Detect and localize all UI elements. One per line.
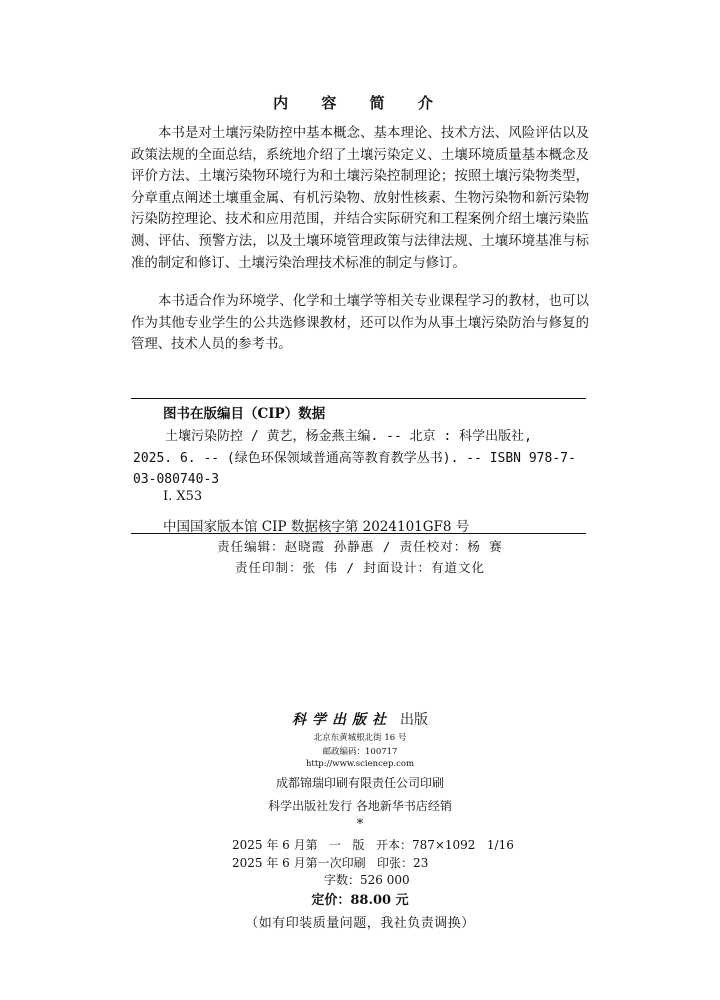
cip-line-3: 03-080740-3 bbox=[133, 472, 220, 487]
price-line: 定价：88.00 元 bbox=[311, 893, 409, 908]
summary-paragraph-1: 本书是对土壤污染防控中基本概念、基本理论、技术方法、风险评估以及政策法规的全面总结，系统地介绍了土壤污染定义、土壤环境质量基本概念及评价方法、土壤污染物环境行为和土壤污染控制理论；按照土壤污染物类型，分章重点阐述土壤重金属、有机污染物、放射性核素、生物污染物和新污染物污染防控理论、技术和应用范围，并结合实际研究和工程案例介绍土壤污染监测、评估、预警方法，以及土壤环境管理政策与法律法规、土壤环境基准与标准的制定和修订、土壤污染治理技术标准的制定与修订。 bbox=[131, 126, 589, 271]
cip-title: 图书在版编目（CIP）数据 bbox=[163, 406, 326, 422]
cip-record bbox=[133, 426, 585, 491]
cip-top-rule bbox=[131, 398, 586, 399]
publisher-address: 北京东黄城根北街 16 号 bbox=[313, 733, 407, 743]
separator-star: * bbox=[356, 817, 364, 832]
quality-notice: （如有印装质量问题，我社负责调换） bbox=[245, 916, 475, 931]
summary-paragraph-2: 本书适合作为环境学、化学和土壤学等相关专业课程学习的教材，也可以作为其他专业学生的公共选修课教材，还可以作为从事土壤污染防治与修复的管理、技术人员的参考书。 bbox=[131, 294, 589, 353]
cip-check-number: 中国国家版本馆 CIP 数据核字第 2024101GF8 号 bbox=[163, 519, 470, 535]
production-credits: 责任印制：张 伟 / 封面设计：有道文化 bbox=[234, 560, 486, 575]
cip-classification: Ⅰ. X53 bbox=[163, 489, 203, 504]
printer-line: 成都锦瑞印刷有限责任公司印刷 bbox=[275, 776, 444, 790]
publisher-logo-text: 科学出版社 bbox=[292, 712, 392, 728]
summary-heading: 内 容 简 介 bbox=[273, 94, 447, 112]
publisher-suffix: 出版 bbox=[400, 712, 428, 728]
publisher-line bbox=[0, 709, 720, 729]
cip-bottom-rule bbox=[131, 533, 586, 534]
word-count-line: 字数：526 000 bbox=[324, 873, 410, 887]
editor-credits: 责任编辑：赵晓霞 孙静惠 / 责任校对：杨 赛 bbox=[217, 539, 503, 554]
printing-sheets-line: 2025 年 6 月第一次印刷 印张：23 bbox=[232, 856, 429, 870]
edition-format-line: 2025 年 6 月第 一 版 开本：787×1092 1/16 bbox=[232, 838, 514, 852]
distribution-line: 科学出版社发行 各地新华书店经销 bbox=[268, 799, 452, 813]
publisher-postcode: 邮政编码：100717 bbox=[322, 747, 398, 757]
cip-line-1: 土壤污染防控 / 黄艺，杨金燕主编. -- 北京 : 科学出版社, bbox=[165, 429, 532, 444]
publisher-website: http://www.sciencep.com bbox=[305, 759, 415, 769]
cip-line-2: 2025. 6. -- (绿色环保领域普通高等教育教学丛书). -- ISBN 978-7- bbox=[133, 450, 576, 466]
